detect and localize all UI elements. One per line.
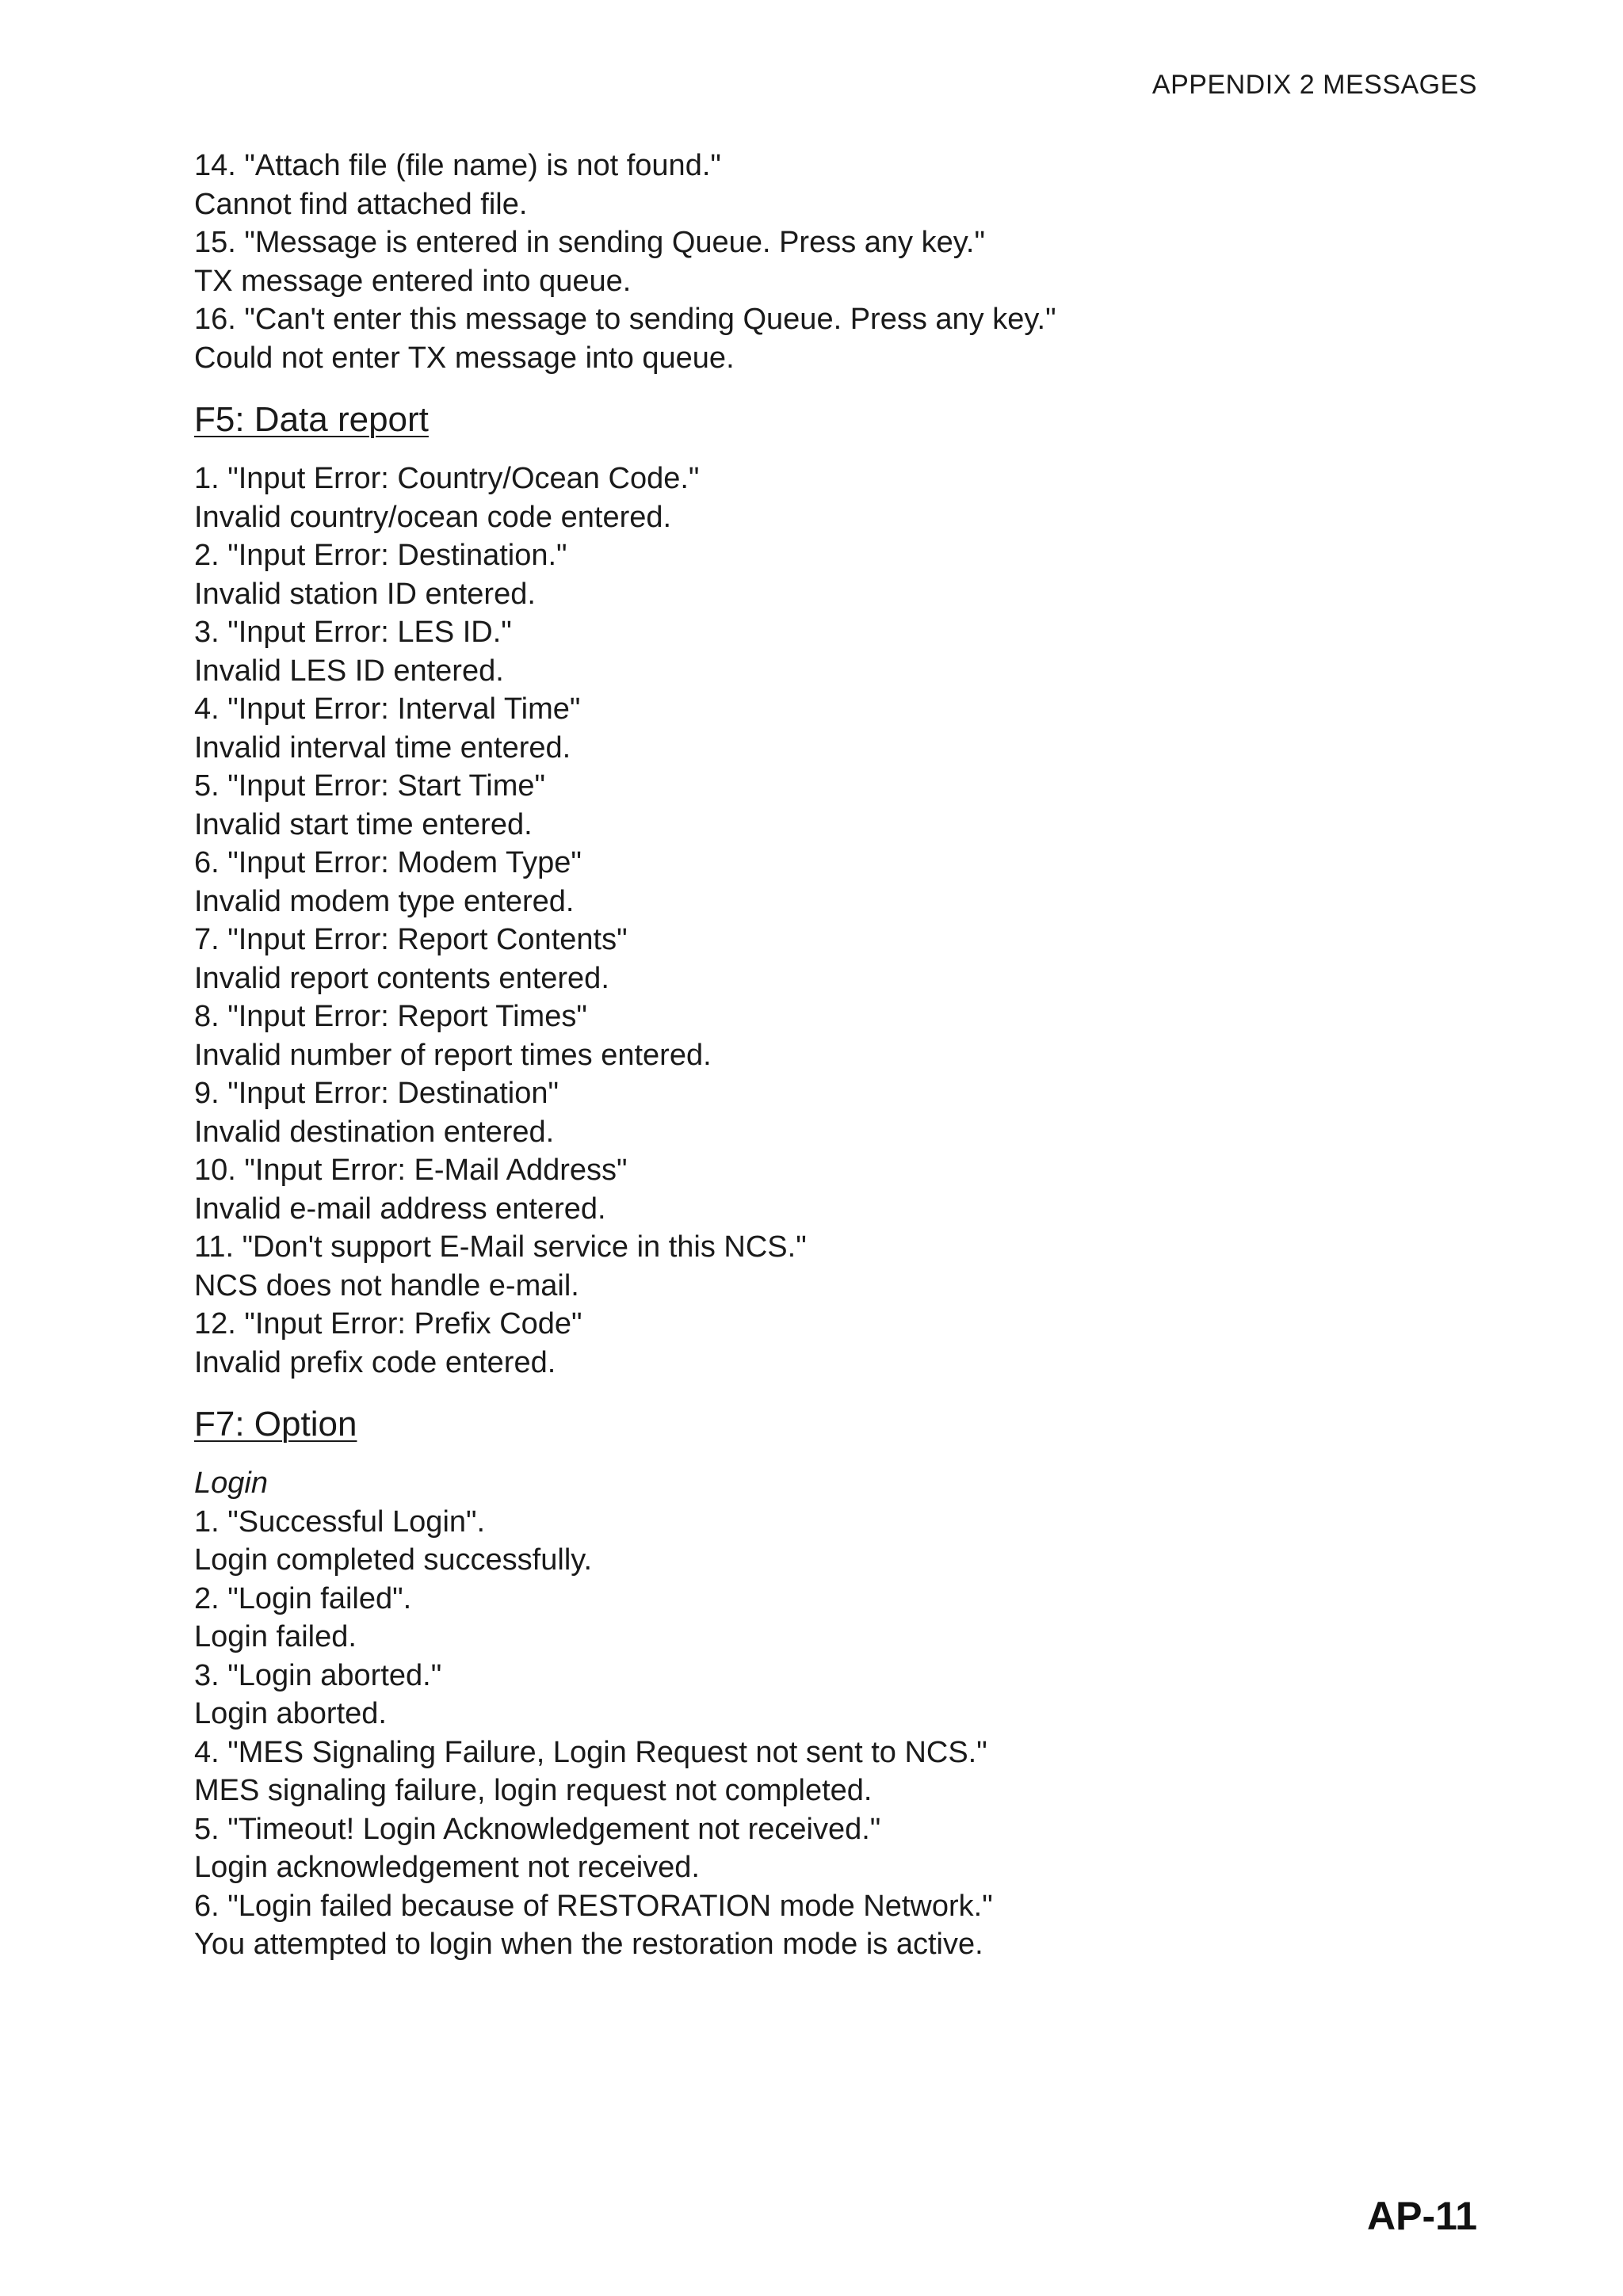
message-line: 9. "Input Error: Destination" (194, 1077, 559, 1110)
message-description: Invalid interval time entered. (194, 730, 571, 765)
message-line: 14. "Attach file (file name) is not found." (194, 149, 721, 182)
message-description: Invalid start time entered. (194, 807, 533, 841)
message-description: Invalid e-mail address entered. (194, 1192, 606, 1226)
message-line: 4. "Input Error: Interval Time" (194, 692, 581, 726)
message-description: TX message entered into queue. (194, 264, 632, 298)
message-description: Cannot find attached file. (194, 187, 528, 221)
message-description: NCS does not handle e-mail. (194, 1268, 579, 1302)
message-description: Invalid station ID entered. (194, 577, 536, 611)
message-description: Invalid report contents entered. (194, 961, 609, 995)
message-line: 1. "Input Error: Country/Ocean Code." (194, 462, 700, 495)
message-line: 12. "Input Error: Prefix Code" (194, 1307, 582, 1341)
message-line: 2. "Login failed". (194, 1581, 412, 1615)
message-line: 3. "Login aborted." (194, 1658, 442, 1692)
section-title-f7: F7: Option (194, 1405, 357, 1444)
message-line: 2. "Input Error: Destination." (194, 539, 567, 572)
message-description: Login failed. (194, 1620, 357, 1653)
message-description: Invalid country/ocean code entered. (194, 500, 672, 534)
message-line: 10. "Input Error: E-Mail Address" (194, 1154, 628, 1187)
message-description: Login completed successfully. (194, 1543, 592, 1577)
section-f7 (194, 1402, 1478, 1964)
message-description: Invalid prefix code entered. (194, 1345, 556, 1379)
message-description: Could not enter TX message into queue. (194, 341, 735, 375)
section-f5 (194, 398, 1478, 1382)
message-line: 5. "Timeout! Login Acknowledgement not received." (194, 1812, 881, 1846)
page-content (194, 147, 1478, 1964)
message-description: Login acknowledgement not received. (194, 1851, 700, 1884)
message-description: Invalid number of report times entered. (194, 1038, 712, 1072)
message-description: Invalid LES ID entered. (194, 654, 504, 688)
message-line: 6. "Input Error: Modem Type" (194, 846, 582, 879)
message-line: 6. "Login failed because of RESTORATION mode Network." (194, 1889, 993, 1923)
message-description: Invalid modem type entered. (194, 884, 575, 918)
message-description: You attempted to login when the restoration mode is active. (194, 1928, 983, 1961)
page-header: APPENDIX 2 MESSAGES (1151, 70, 1477, 100)
message-line: 1. "Successful Login". (194, 1505, 486, 1539)
message-line: 3. "Input Error: LES ID." (194, 616, 512, 649)
message-description: MES signaling failure, login request not completed. (194, 1774, 873, 1807)
section-title-f5: F5: Data report (194, 400, 429, 439)
message-line: 8. "Input Error: Report Times" (194, 1000, 587, 1033)
message-line: 15. "Message is entered in sending Queue. Press any key." (194, 226, 985, 259)
message-description: Login aborted. (194, 1697, 387, 1730)
message-line: 7. "Input Error: Report Contents" (194, 923, 628, 956)
message-line: 4. "MES Signaling Failure, Login Request not sent to NCS." (194, 1735, 987, 1769)
intro-block (194, 147, 1478, 377)
message-line: 11. "Don't support E-Mail service in this NCS." (194, 1230, 807, 1264)
message-line: 5. "Input Error: Start Time" (194, 769, 546, 803)
subheading-login: Login (194, 1466, 268, 1500)
message-description: Invalid destination entered. (194, 1115, 555, 1149)
message-line: 16. "Can't enter this message to sending Queue. Press any key." (194, 303, 1056, 336)
page-number: AP-11 (1367, 2194, 1477, 2238)
